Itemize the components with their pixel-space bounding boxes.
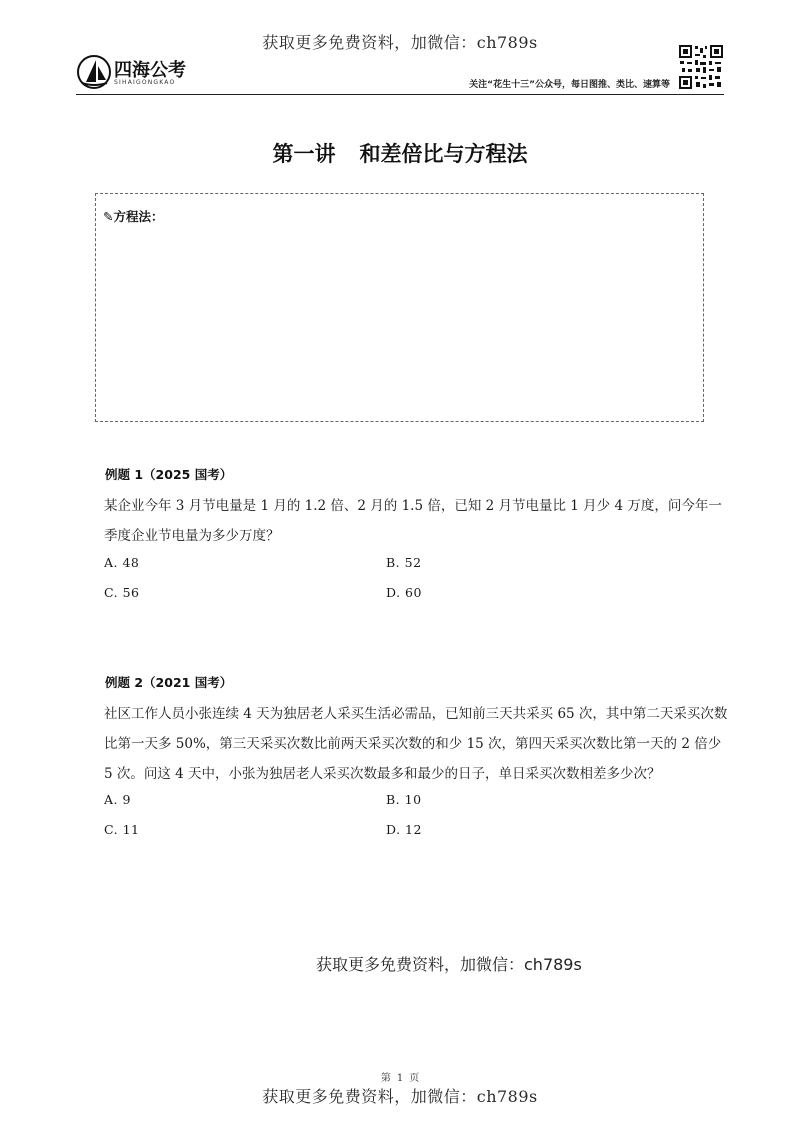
example-2-option-b: B. 10 — [386, 792, 422, 807]
example-1-option-b: B. 52 — [386, 555, 422, 570]
header-divider — [76, 94, 724, 95]
header-note: 关注“花生十三”公众号，每日图推、类比、速算等 — [469, 80, 670, 90]
lecture-topic: 和差倍比与方程法 — [359, 142, 528, 166]
method-notes-box — [95, 193, 704, 422]
page-number — [0, 1069, 800, 1084]
example-2-title: 例题 2（2021 国考） — [105, 675, 233, 690]
logo-sail-icon — [76, 54, 112, 90]
qr-code-icon — [678, 44, 724, 90]
method-label: ✎方程法： — [103, 209, 164, 224]
example-2-option-a: A. 9 — [104, 792, 131, 807]
lecture-number: 第一讲 — [272, 142, 336, 166]
bottom-watermark: 获取更多免费资料，加微信：ch789s — [262, 1087, 538, 1106]
example-2-question: 社区工作人员小张连续 4 天为独居老人采买生活必需品，已知前三天共采买 65 次，其中第二天采买次数比第一天多 50%，第三天采买次数比前两天采买次数的和少 15 次，第四天采买次数比第一天的 2 倍少 5 次。问这 4 天中，小张为独居老人采买次数最多和最少的日子，单日采买次数相差多少次？ — [104, 706, 728, 782]
page-number-prefix: 第 — [380, 1073, 391, 1084]
example-1-option-a: A. 48 — [104, 555, 140, 570]
logo-subtitle: SIHAIGONGKAO — [114, 79, 176, 86]
top-watermark: 获取更多免费资料，加微信：ch789s — [262, 33, 538, 52]
page-number-suffix: 页 — [409, 1073, 420, 1084]
example-2-option-d: D. 12 — [386, 822, 422, 837]
example-2-option-c: C. 11 — [104, 822, 140, 837]
page-number-value: 1 — [396, 1073, 404, 1084]
page-title — [0, 138, 800, 168]
example-1-option-d: D. 60 — [386, 585, 422, 600]
example-1-question: 某企业今年 3 月节电量是 1 月的 1.2 倍、2 月的 1.5 倍，已知 2 月节电量比 1 月少 4 万度，问今年一季度企业节电量为多少万度？ — [104, 498, 722, 544]
logo — [76, 52, 236, 92]
logo-name: 四海公考 — [114, 60, 186, 81]
middle-watermark: 获取更多免费资料，加微信：ch789s — [316, 955, 582, 974]
example-1-option-c: C. 56 — [104, 585, 140, 600]
example-1-title: 例题 1（2025 国考） — [105, 467, 233, 482]
